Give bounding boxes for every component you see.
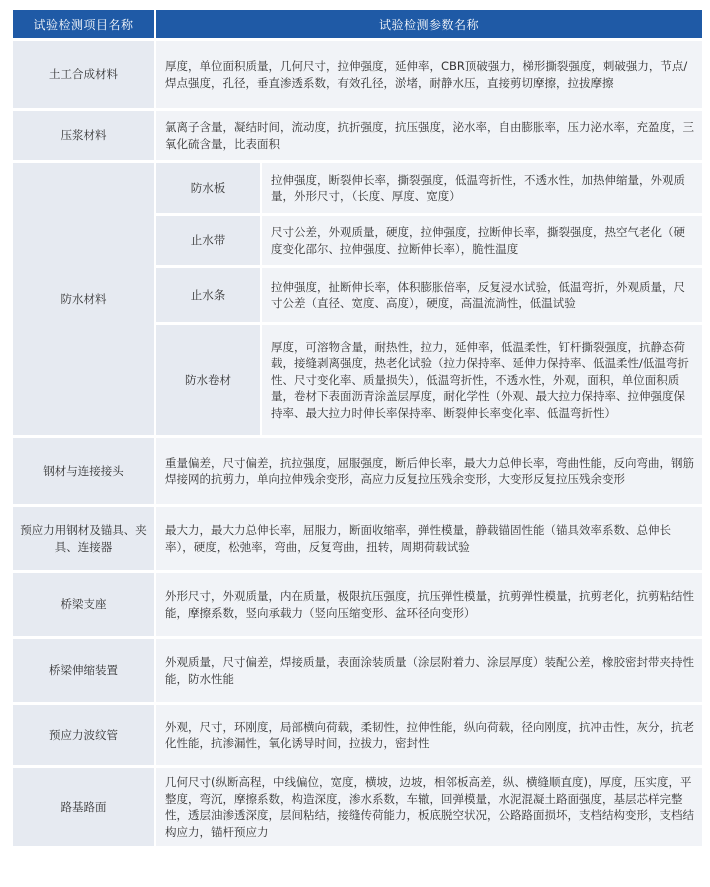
item-name: 钢材与连接接头	[13, 435, 156, 504]
header-param-name: 试验检测参数名称	[156, 10, 702, 38]
item-params: 最大力，最大力总伸长率，屈服力，断面收缩率，弹性模量，静载锚固性能（锚具效率系数、总伸长率），硬度，松弛率，弯曲，反复弯曲，扭转，周期荷载试验	[156, 504, 702, 570]
item-name: 预应力波纹管	[13, 702, 156, 765]
sub-item-name: 防水板	[156, 160, 262, 213]
sub-item-name: 止水带	[156, 213, 262, 265]
table-row	[13, 160, 702, 213]
item-name: 路基路面	[13, 765, 156, 846]
table-row	[13, 435, 702, 504]
item-name: 预应力用钢材及锚具、夹具、连接器	[13, 504, 156, 570]
item-name: 桥梁伸缩装置	[13, 636, 156, 702]
item-params: 重量偏差，尺寸偏差，抗拉强度，屈服强度，断后伸长率，最大力总伸长率，弯曲性能，反向弯曲，钢筋焊接网的抗剪力，单向拉伸残余变形，高应力反复拉压残余变形，大变形反复拉压残余变形	[156, 435, 702, 504]
item-name: 桥梁支座	[13, 570, 156, 636]
sub-item-name: 防水卷材	[156, 322, 262, 435]
sub-item-params: 尺寸公差，外观质量，硬度，拉伸强度，拉断伸长率，撕裂强度，热空气老化（硬度变化邵尔、拉伸强度、拉断伸长率），脆性温度	[262, 213, 702, 265]
item-params: 厚度，单位面积质量，几何尺寸，拉伸强度，延伸率，CBR顶破强力，梯形撕裂强度，刺破强力，节点/焊点强度，孔径，垂直渗透系数，有效孔径，淤堵，耐静水压，直接剪切摩擦，拉拔摩擦	[156, 38, 702, 108]
test-parameters-table-wrapper	[13, 10, 702, 846]
table-row	[13, 636, 702, 702]
header-item-name: 试验检测项目名称	[13, 10, 156, 38]
table-row	[13, 702, 702, 765]
sub-item-name: 止水条	[156, 265, 262, 322]
item-params: 外形尺寸，外观质量，内在质量，极限抗压强度，抗压弹性模量，抗剪弹性模量，抗剪老化，抗剪粘结性能，摩擦系数，竖向承载力（竖向压缩变形、盆环径向变形）	[156, 570, 702, 636]
sub-item-params: 厚度，可溶物含量，耐热性，拉力，延伸率，低温柔性，钉杆撕裂强度，抗静态荷载，接缝剥离强度，热老化试验（拉力保持率、延伸力保持率、低温柔性/低温弯折性、尺寸变化率、质量损失），低温弯折性，不透水性，外观，面积，单位面积质量，卷材下表面沥青涂盖层厚度，耐化学性（外观、最大拉力保持率、拉伸强度保持率、最大拉力时伸长率保持率、断裂伸长率变化率、低温弯折性）	[262, 322, 702, 435]
table-row	[13, 108, 702, 160]
item-params: 几何尺寸(纵断高程，中线偏位，宽度，横坡，边坡，相邻板高差，纵、横缝顺直度)，厚度，压实度，平整度，弯沉，摩擦系数，构造深度，渗水系数，车辙，回弹模量，水泥混凝土路面强度，基层芯样完整性，透层油渗透深度，层间粘结，接缝传荷能力，板底脱空状况，公路路面损坏，支档结构变形，支档结构应力，锚杆预应力	[156, 765, 702, 846]
table-row	[13, 570, 702, 636]
table-header-row	[13, 10, 702, 38]
sub-item-params: 拉伸强度，断裂伸长率，撕裂强度，低温弯折性，不透水性，加热伸缩量，外观质量，外形尺寸，（长度、厚度、宽度）	[262, 160, 702, 213]
test-parameters-table	[13, 10, 702, 846]
table-row	[13, 504, 702, 570]
item-name: 土工合成材料	[13, 38, 156, 108]
item-name: 压浆材料	[13, 108, 156, 160]
table-row	[13, 765, 702, 846]
item-params: 氯离子含量，凝结时间，流动度，抗折强度，抗压强度，泌水率，自由膨胀率，压力泌水率，充盈度，三氧化硫含量，比表面积	[156, 108, 702, 160]
sub-item-params: 拉伸强度，扯断伸长率，体积膨胀倍率，反复浸水试验，低温弯折，外观质量，尺寸公差（直径、宽度、高度），硬度，高温流淌性，低温试验	[262, 265, 702, 322]
table-row	[13, 38, 702, 108]
item-name: 防水材料	[13, 160, 156, 435]
item-params: 外观，尺寸，环刚度，局部横向荷载，柔韧性，拉伸性能，纵向荷载，径向刚度，抗冲击性，灰分，抗老化性能，抗渗漏性，氧化诱导时间，拉拔力，密封性	[156, 702, 702, 765]
item-params: 外观质量，尺寸偏差，焊接质量，表面涂装质量（涂层附着力、涂层厚度）装配公差，橡胶密封带夹持性能，防水性能	[156, 636, 702, 702]
